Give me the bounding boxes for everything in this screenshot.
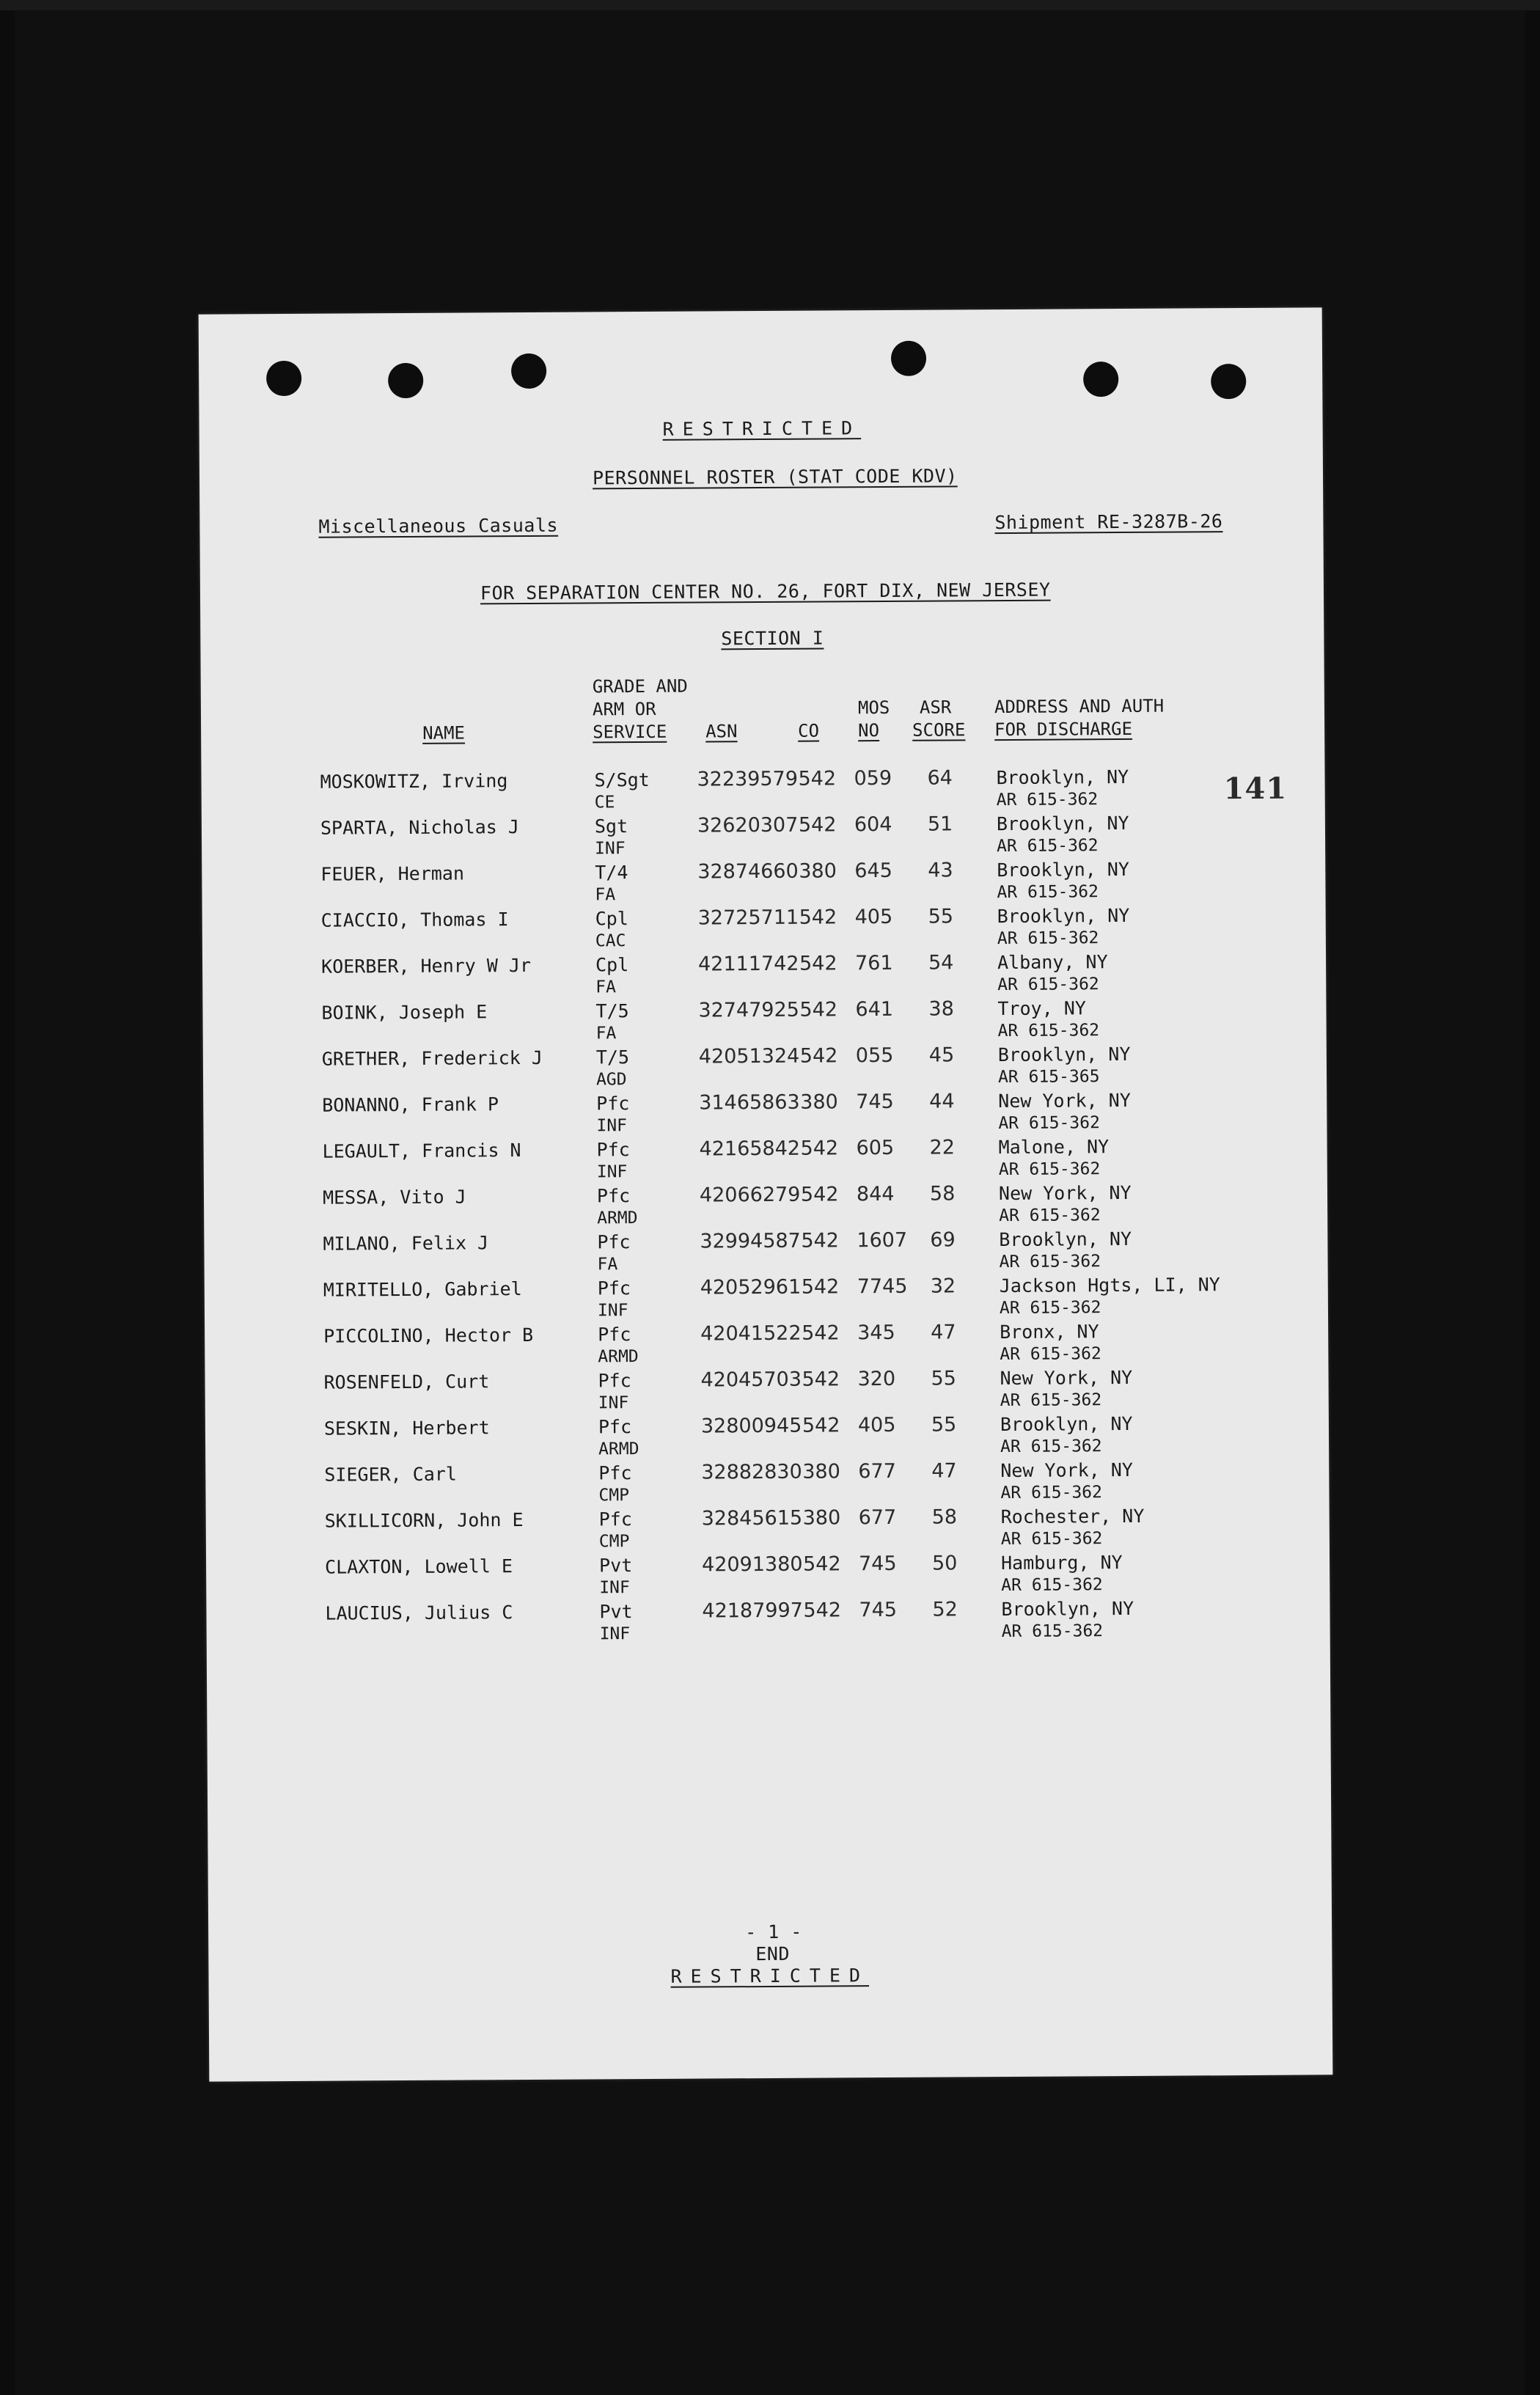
cell-mos: 677 (858, 1505, 897, 1530)
cell-arm: INF (596, 1116, 628, 1136)
cell-co: 542 (799, 952, 837, 975)
roster-table (201, 765, 1330, 1651)
cell-address: Jackson Hgts, LI, NY (999, 1274, 1220, 1297)
cell-asn: 31465863 (699, 1090, 800, 1115)
cell-auth: AR 615-362 (1001, 1575, 1103, 1596)
cell-asr: 52 (932, 1598, 958, 1621)
cell-asn: 42052961 (700, 1275, 802, 1299)
cell-asr: 54 (928, 951, 954, 975)
table-row (205, 1319, 1328, 1372)
cell-address: Brooklyn, NY (1001, 1597, 1134, 1621)
cell-name: ROSENFELD, Curt (323, 1371, 490, 1393)
cell-co: 542 (802, 1321, 840, 1345)
cell-auth: AR 615-362 (1000, 1483, 1103, 1503)
unit-label: Miscellaneous Casuals (318, 514, 559, 538)
punch-hole (266, 361, 301, 396)
cell-asr: 58 (929, 1182, 956, 1206)
cell-arm: CMP (598, 1486, 630, 1505)
table-row (204, 1181, 1327, 1233)
cell-co: 542 (799, 1044, 838, 1068)
cell-address: Troy, NY (997, 997, 1086, 1020)
cell-auth: AR 615-362 (997, 836, 1099, 857)
cell-asn: 42165842 (699, 1137, 801, 1161)
cell-grade: Pfc (596, 1139, 630, 1161)
cell-grade: Pfc (596, 1185, 631, 1207)
cell-asn: 42045703 (700, 1368, 802, 1392)
punch-hole (1211, 364, 1246, 399)
cell-co: 542 (801, 1275, 840, 1299)
col-asn: ASN (705, 721, 738, 742)
table-row (202, 950, 1326, 1002)
table-row (204, 1134, 1327, 1187)
cell-arm: ARMD (598, 1347, 639, 1367)
cell-co: 380 (800, 1090, 838, 1114)
section-label: SECTION I (721, 627, 824, 650)
cell-asr: 22 (929, 1136, 956, 1159)
table-row (202, 811, 1325, 864)
cell-asr: 50 (931, 1552, 958, 1575)
cell-name: MESSA, Vito J (322, 1186, 466, 1208)
cell-name: MOSKOWITZ, Irving (320, 770, 508, 793)
cell-name: GRETHER, Frederick J (321, 1046, 543, 1070)
cell-asn: 42041522 (700, 1321, 802, 1346)
cell-grade: Pfc (598, 1416, 632, 1438)
cell-arm: CE (594, 793, 615, 813)
table-row (201, 765, 1324, 818)
cell-address: Brooklyn, NY (997, 858, 1130, 881)
col-address-line2: FOR DISCHARGE (994, 718, 1133, 741)
cell-arm: INF (597, 1301, 628, 1321)
cell-grade: Pfc (597, 1277, 631, 1299)
cell-co: 542 (799, 998, 838, 1022)
cell-name: SIEGER, Carl (324, 1463, 458, 1486)
cell-arm: INF (599, 1624, 631, 1644)
cell-auth: AR 615-362 (996, 790, 1099, 810)
shipment-label: Shipment RE-3287B-26 (994, 510, 1223, 534)
cell-arm: INF (598, 1393, 629, 1413)
document-page (199, 307, 1333, 2081)
page-number: - 1 - (745, 1921, 802, 1943)
punch-hole (1083, 362, 1118, 397)
cell-name: SPARTA, Nicholas J (320, 816, 519, 839)
table-row (203, 1042, 1327, 1095)
cell-address: Brooklyn, NY (997, 904, 1130, 928)
cell-arm: AGD (595, 1070, 627, 1090)
document-title: PERSONNEL ROSTER (STAT CODE KDV) (592, 465, 958, 489)
cell-asn: 42051324 (698, 1044, 800, 1068)
cell-address: New York, NY (998, 1181, 1132, 1205)
cell-auth: AR 615-362 (1000, 1390, 1102, 1411)
cell-name: BONANNO, Frank P (322, 1093, 499, 1116)
cell-auth: AR 615-362 (999, 1206, 1101, 1226)
cell-auth: AR 615-362 (998, 1113, 1100, 1134)
cell-name: LAUCIUS, Julius C (325, 1602, 513, 1624)
table-row (202, 857, 1325, 910)
cell-name: CLAXTON, Lowell E (325, 1555, 513, 1578)
cell-asr: 55 (931, 1367, 956, 1390)
cell-auth: AR 615-362 (1000, 1437, 1102, 1457)
cell-name: MILANO, Felix J (323, 1232, 489, 1255)
cell-asn: 32800945 (700, 1414, 802, 1438)
cell-name: BOINK, Joseph E (321, 1001, 488, 1024)
cell-address: Hamburg, NY (1000, 1552, 1123, 1574)
cell-asr: 38 (928, 997, 954, 1021)
cell-mos: 745 (858, 1552, 897, 1576)
col-address-line1: ADDRESS AND AUTH (994, 695, 1165, 718)
table-row (202, 996, 1326, 1049)
cell-mos: 055 (855, 1044, 894, 1068)
cell-co: 542 (801, 1229, 840, 1252)
cell-auth: AR 615-362 (999, 1298, 1101, 1318)
classification-top: RESTRICTED (662, 417, 862, 440)
cell-mos: 345 (857, 1321, 895, 1345)
cell-name: FEUER, Herman (320, 862, 465, 885)
col-co: CO (798, 720, 820, 741)
cell-mos: 604 (854, 813, 892, 837)
table-row (206, 1550, 1330, 1603)
page-stamp: 141 (1223, 771, 1288, 807)
col-asr-line2: SCORE (912, 719, 966, 741)
cell-asn: 32239579 (697, 767, 799, 791)
cell-grade: Pfc (596, 1093, 630, 1115)
cell-mos: 405 (854, 905, 893, 929)
col-grade-line1: GRADE AND (592, 675, 688, 697)
cell-name: LEGAULT, Francis N (322, 1140, 521, 1162)
cell-arm: ARMD (598, 1439, 639, 1459)
cell-arm: FA (597, 1255, 618, 1274)
col-mos-line1: MOS (857, 697, 890, 719)
cell-arm: FA (595, 885, 616, 905)
cell-asr: 47 (931, 1321, 956, 1344)
cell-co: 380 (802, 1460, 840, 1483)
cell-asn: 32845615 (701, 1506, 803, 1530)
cell-name: SESKIN, Herbert (323, 1417, 490, 1439)
cell-name: PICCOLINO, Hector B (323, 1324, 534, 1347)
cell-mos: 761 (854, 951, 893, 975)
table-row (205, 1458, 1329, 1511)
cell-grade: Cpl (595, 908, 628, 930)
cell-auth: AR 615-362 (997, 882, 1099, 903)
cell-grade: Cpl (595, 954, 629, 976)
cell-arm: CMP (598, 1532, 630, 1552)
col-grade-line3: SERVICE (593, 721, 667, 743)
cell-arm: INF (599, 1578, 630, 1598)
cell-co: 542 (802, 1414, 840, 1437)
classification-bottom: RESTRICTED (670, 1965, 870, 1987)
cell-address: New York, NY (998, 1089, 1131, 1112)
cell-address: Rochester, NY (1000, 1505, 1145, 1528)
cell-grade: T/5 (595, 1046, 630, 1068)
table-row (205, 1273, 1328, 1326)
cell-address: New York, NY (1000, 1459, 1134, 1482)
cell-address: Brooklyn, NY (1000, 1412, 1133, 1436)
punch-hole (511, 353, 546, 389)
table-row (206, 1596, 1330, 1649)
cell-address: Brooklyn, NY (996, 812, 1129, 835)
cell-grade: S/Sgt (594, 769, 650, 791)
cell-auth: AR 615-365 (997, 1067, 1100, 1088)
cell-address: Albany, NY (997, 951, 1108, 974)
cell-asn: 42091380 (701, 1552, 803, 1577)
cell-co: 542 (800, 1183, 839, 1206)
cell-grade: Sgt (594, 815, 628, 837)
cell-asr: 44 (929, 1090, 955, 1113)
cell-auth: AR 615-362 (997, 975, 1099, 995)
cell-co: 380 (799, 859, 837, 883)
cell-mos: 645 (854, 859, 892, 883)
cell-mos: 059 (854, 766, 892, 791)
col-mos-line2: NO (858, 720, 880, 741)
cell-co: 542 (799, 906, 837, 929)
cell-asr: 43 (928, 859, 953, 882)
cell-grade: T/4 (595, 862, 628, 884)
cell-address: Brooklyn, NY (997, 1043, 1131, 1066)
destination-label: FOR SEPARATION CENTER NO. 26, FORT DIX, NEW JERSEY (480, 579, 1051, 604)
cell-co: 542 (798, 767, 837, 791)
cell-co: 542 (802, 1552, 841, 1576)
cell-auth: AR 615-362 (1001, 1621, 1104, 1642)
cell-grade: Pfc (598, 1324, 631, 1346)
cell-co: 542 (802, 1368, 840, 1391)
cell-arm: FA (595, 978, 617, 997)
cell-auth: AR 615-362 (998, 1159, 1101, 1180)
table-row (203, 1088, 1327, 1141)
cell-co: 542 (803, 1599, 842, 1622)
cell-auth: AR 615-362 (997, 928, 1099, 949)
cell-grade: Pvt (599, 1601, 633, 1623)
cell-asr: 45 (928, 1044, 955, 1067)
cell-name: KOERBER, Henry W Jr (321, 954, 532, 978)
table-row (202, 903, 1326, 956)
cell-mos: 641 (855, 997, 894, 1022)
cell-auth: AR 615-362 (997, 1021, 1100, 1041)
cell-asn: 32620307 (697, 813, 799, 837)
punch-hole (388, 363, 423, 398)
cell-asr: 55 (928, 905, 954, 928)
cell-asr: 55 (931, 1413, 957, 1437)
cell-arm: FA (595, 1024, 617, 1044)
col-name: NAME (422, 722, 466, 744)
cell-grade: Pfc (597, 1231, 631, 1253)
cell-asn: 32747925 (698, 998, 799, 1022)
cell-mos: 405 (857, 1413, 896, 1437)
cell-asn: 42187997 (702, 1599, 803, 1623)
cell-co: 542 (798, 813, 837, 837)
scan-edge (0, 0, 1540, 10)
cell-name: CIACCIO, Thomas I (320, 909, 509, 931)
cell-mos: 320 (857, 1367, 896, 1391)
cell-auth: AR 615-362 (1000, 1344, 1101, 1365)
cell-mos: 745 (859, 1598, 898, 1622)
cell-mos: 745 (856, 1090, 894, 1114)
cell-address: New York, NY (1000, 1366, 1133, 1390)
cell-asr: 58 (931, 1505, 958, 1529)
cell-arm: INF (595, 839, 626, 859)
cell-mos: 605 (856, 1136, 895, 1160)
cell-grade: Pvt (598, 1555, 633, 1577)
cell-asr: 51 (927, 813, 953, 836)
cell-asn: 32874660 (697, 859, 799, 884)
cell-grade: Pfc (598, 1462, 632, 1484)
cell-arm: ARMD (597, 1208, 638, 1228)
cell-asn: 42066279 (699, 1183, 801, 1207)
cell-name: SKILLICORN, John E (324, 1509, 524, 1532)
cell-asn: 32725711 (697, 906, 799, 930)
cell-auth: AR 615-362 (1000, 1529, 1103, 1549)
cell-address: Bronx, NY (1000, 1321, 1099, 1343)
table-row (206, 1504, 1330, 1557)
cell-co: 542 (800, 1137, 839, 1160)
cell-arm: CAC (595, 931, 626, 951)
cell-asr: 32 (930, 1274, 956, 1298)
cell-auth: AR 615-362 (999, 1252, 1101, 1272)
cell-mos: 7745 (857, 1274, 908, 1299)
cell-asr: 69 (930, 1228, 956, 1252)
cell-mos: 1607 (857, 1228, 908, 1252)
cell-address: Malone, NY (998, 1136, 1110, 1159)
table-row (205, 1412, 1329, 1464)
punch-hole (891, 341, 926, 376)
cell-asn: 42111742 (697, 952, 799, 976)
cell-grade: Pfc (598, 1370, 631, 1392)
cell-grade: Pfc (598, 1508, 632, 1530)
cell-arm: INF (596, 1162, 628, 1182)
cell-asr: 64 (927, 766, 953, 790)
cell-co: 380 (802, 1506, 841, 1530)
cell-asn: 32882830 (701, 1460, 802, 1484)
col-grade-line2: ARM OR (592, 698, 656, 720)
cell-grade: T/5 (595, 1000, 629, 1022)
cell-asr: 47 (931, 1459, 957, 1483)
cell-mos: 844 (856, 1182, 895, 1206)
cell-asn: 32994587 (700, 1229, 801, 1253)
cell-mos: 677 (858, 1459, 896, 1483)
table-row (204, 1227, 1327, 1280)
col-asr-line1: ASR (919, 697, 952, 718)
table-row (205, 1365, 1328, 1418)
end-label: END (755, 1943, 791, 1965)
cell-name: MIRITELLO, Gabriel (323, 1278, 522, 1301)
cell-address: Brooklyn, NY (999, 1228, 1132, 1251)
cell-address: Brooklyn, NY (996, 766, 1129, 789)
